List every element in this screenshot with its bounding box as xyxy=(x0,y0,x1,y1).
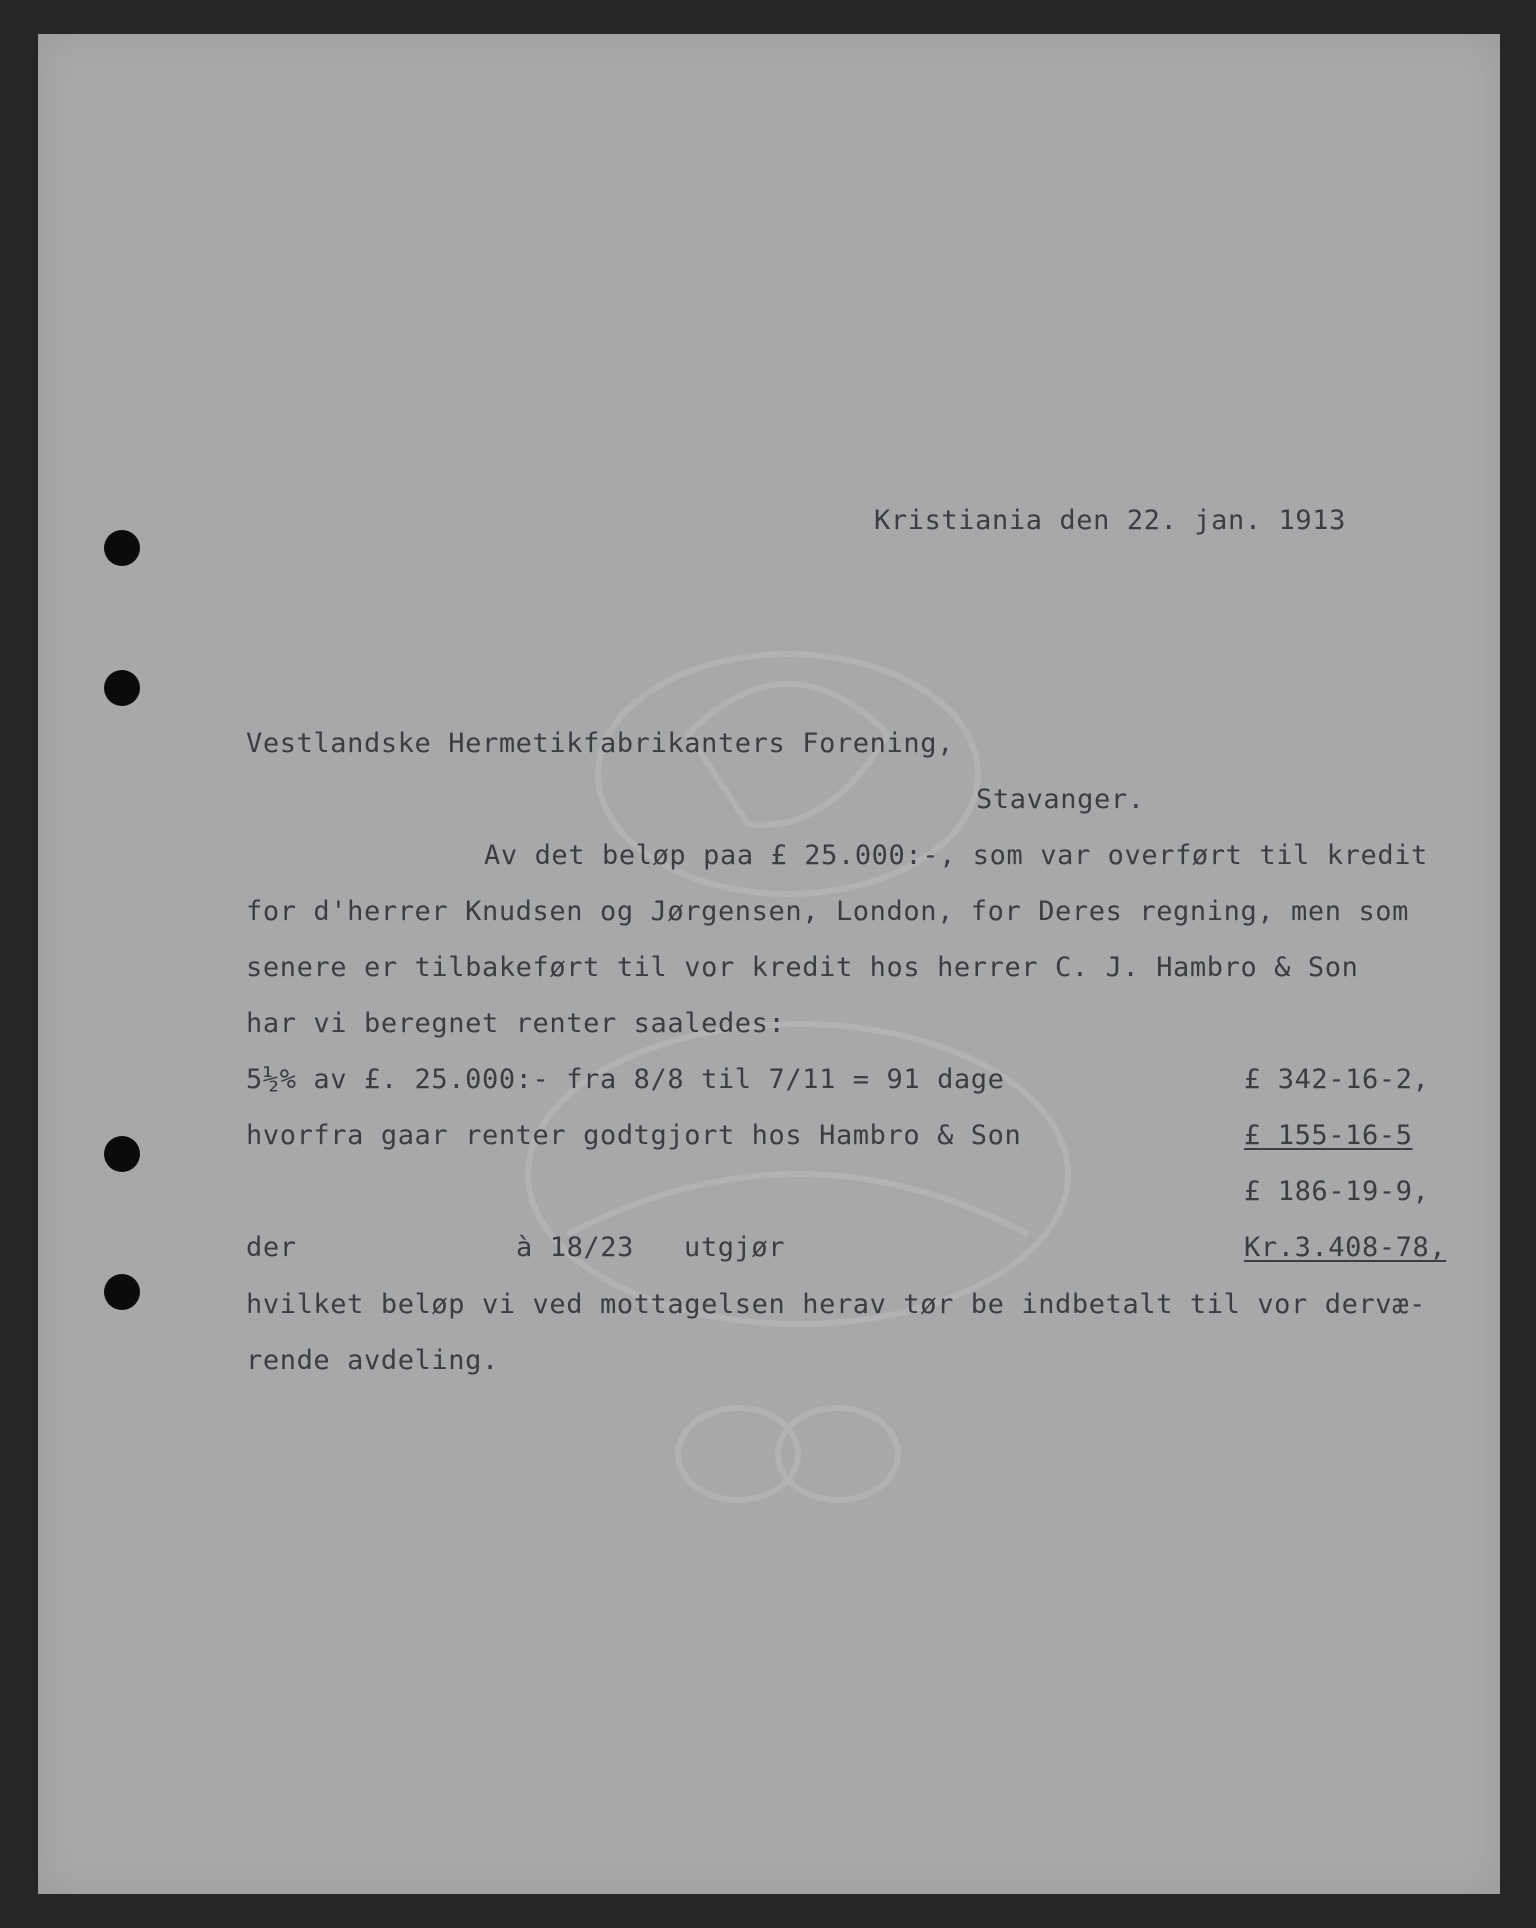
recipient-city: Stavanger. xyxy=(976,784,1145,815)
closing-line: rende avdeling. xyxy=(246,1345,499,1376)
punch-hole xyxy=(104,1274,140,1310)
punch-hole xyxy=(104,1136,140,1172)
recipient-name: Vestlandske Hermetikfabrikanters Forening, xyxy=(246,728,954,759)
dateline: Kristiania den 22. jan. 1913 xyxy=(874,505,1346,536)
calc-amount: £ 186-19-9, xyxy=(1244,1176,1430,1207)
closing-line: hvilket beløp vi ved mottagelsen herav tør be indbetalt til vor dervæ- xyxy=(246,1289,1426,1320)
calc-amount: £ 342-16-2, xyxy=(1244,1064,1430,1095)
calc-amount: £ 155-16-5 xyxy=(1244,1120,1413,1151)
letter-page xyxy=(38,34,1500,1894)
body-line: Av det beløp paa £ 25.000:-, som var overført til kredit xyxy=(484,840,1428,871)
calc-rate: à 18/23 xyxy=(516,1232,634,1263)
calc-word: utgjør xyxy=(684,1232,786,1263)
punch-hole xyxy=(104,670,140,706)
calc-total: Kr.3.408-78, xyxy=(1244,1232,1447,1263)
calc-row-der: der xyxy=(246,1232,297,1263)
body-line: for d'herrer Knudsen og Jørgensen, London, for Deres regning, men som xyxy=(246,896,1410,927)
punch-hole xyxy=(104,530,140,566)
body-line: senere er tilbakeført til vor kredit hos herrer C. J. Hambro & Son xyxy=(246,952,1359,983)
calc-row-deduction: hvorfra gaar renter godtgjort hos Hambro & Son xyxy=(246,1120,1022,1151)
body-line: har vi beregnet renter saaledes: xyxy=(246,1008,786,1039)
calc-row-interest: 5½% av £. 25.000:- fra 8/8 til 7/11 = 91 dage xyxy=(246,1064,1005,1095)
